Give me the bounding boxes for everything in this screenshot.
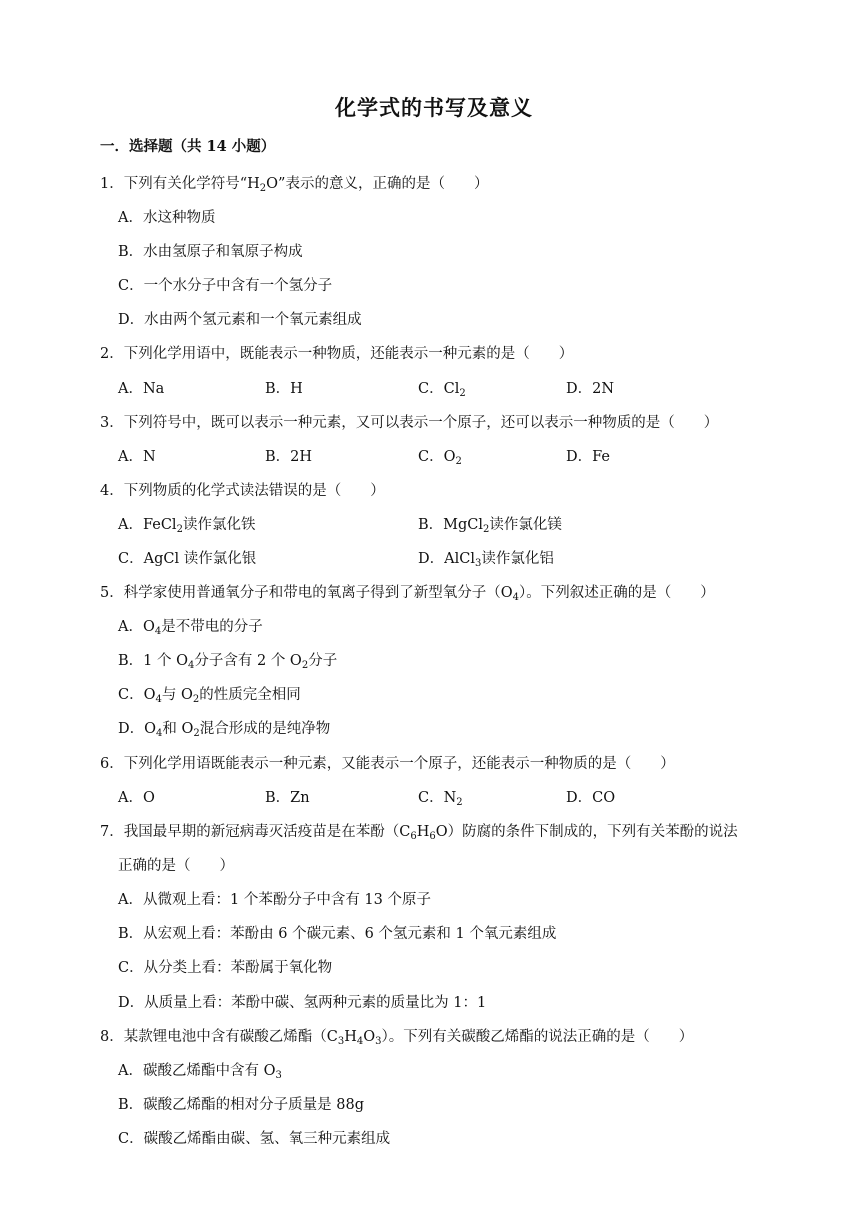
q4-option-c: C．AgCl 读作氯化银 bbox=[118, 551, 257, 567]
q1-option-b: B．水由氢原子和氧原子构成 bbox=[118, 244, 303, 260]
q8-option-b: B．碳酸乙烯酯的相对分子质量是 88g bbox=[118, 1097, 364, 1113]
question-2-stem: 2．下列化学用语中，既能表示一种物质，还能表示一种元素的是（ ） bbox=[100, 346, 574, 362]
q2-option-b: B．H bbox=[265, 381, 303, 397]
q2-option-d: D．2N bbox=[566, 381, 615, 397]
q3-option-a: A．N bbox=[118, 449, 156, 465]
q2-option-c: C．$Cl_2$ bbox=[418, 381, 466, 399]
q3-option-d: D．Fe bbox=[566, 449, 610, 465]
q4-option-d: D．AlCl$_3$读作氯化铝 bbox=[418, 551, 554, 569]
question-7-stem: 7．我国最早期的新冠病毒灭活疫苗是在苯酚$(C_6H_6O)$防腐的条件下制成的，下列有关苯酚的说法 bbox=[100, 824, 738, 842]
q7-option-c: C．从分类上看：苯酚属于氧化物 bbox=[118, 960, 333, 976]
q7-option-b: B．从宏观上看：苯酚由 6 个碳元素、6 个氢元素和 1 个氧元素组成 bbox=[118, 926, 557, 942]
q2-option-a: A．Na bbox=[118, 381, 165, 397]
q5-option-c: C．$O_4$与 $O_2$的性质完全相同 bbox=[118, 687, 301, 705]
q3-option-b: B．2H bbox=[265, 449, 313, 465]
q3-option-c: C．$O_2$ bbox=[418, 449, 462, 467]
q6-option-d: D．CO bbox=[566, 790, 616, 806]
q6-option-b: B．Zn bbox=[265, 790, 310, 806]
q6-option-a: A．O bbox=[118, 790, 155, 806]
question-7-stem-line2: 正确的是（ ） bbox=[118, 858, 234, 874]
q6-option-c: C．$N_2$ bbox=[418, 790, 463, 808]
section-heading: 一．选择题（共 14 小题） bbox=[100, 138, 276, 155]
q4-option-a: A．FeCl$_2$读作氯化铁 bbox=[118, 517, 256, 535]
q5-option-a: A．$O_4$是不带电的分子 bbox=[118, 619, 263, 637]
question-3-stem: 3．下列符号中，既可以表示一种元素，又可以表示一个原子，还可以表示一种物质的是（ ） bbox=[100, 415, 719, 431]
q8-option-a: A．碳酸乙烯酯中含有 $O_3$ bbox=[118, 1063, 282, 1081]
question-5-stem: 5．科学家使用普通氧分子和带电的氧离子得到了新型氧分子$(O_4)$。下列叙述正确的是（ ） bbox=[100, 585, 715, 603]
q1-option-a: A．水这种物质 bbox=[118, 210, 216, 226]
question-6-stem: 6．下列化学用语既能表示一种元素，又能表示一个原子，还能表示一种物质的是（ ） bbox=[100, 756, 675, 772]
q5-option-d: D．$O_4$和 $O_2$混合形成的是纯净物 bbox=[118, 721, 331, 739]
q8-option-c: C．碳酸乙烯酯由碳、氢、氧三种元素组成 bbox=[118, 1131, 391, 1147]
question-1-stem: 1．下列有关化学符号“$H_2O$”表示的意义，正确的是（ ） bbox=[100, 176, 489, 194]
q1-option-c: C．一个水分子中含有一个氢分子 bbox=[118, 278, 333, 294]
q7-option-d: D．从质量上看：苯酚中碳、氢两种元素的质量比为 1：1 bbox=[118, 995, 487, 1011]
question-4-stem: 4．下列物质的化学式读法错误的是（ ） bbox=[100, 483, 385, 499]
question-8-stem: 8．某款锂电池中含有碳酸乙烯酯$(C_3H_4O_3)$。下列有关碳酸乙烯酯的说法正确的是（ ） bbox=[100, 1029, 694, 1047]
q5-option-b: B．1 个 $O_4$分子含有 2 个 $O_2$分子 bbox=[118, 653, 338, 671]
page-title: 化学式的书写及意义 bbox=[335, 95, 533, 120]
q1-option-d: D．水由两个氢元素和一个氧元素组成 bbox=[118, 312, 362, 328]
q7-option-a: A．从微观上看：1 个苯酚分子中含有 13 个原子 bbox=[118, 892, 431, 908]
q4-option-b: B．MgCl$_2$读作氯化镁 bbox=[418, 517, 562, 535]
